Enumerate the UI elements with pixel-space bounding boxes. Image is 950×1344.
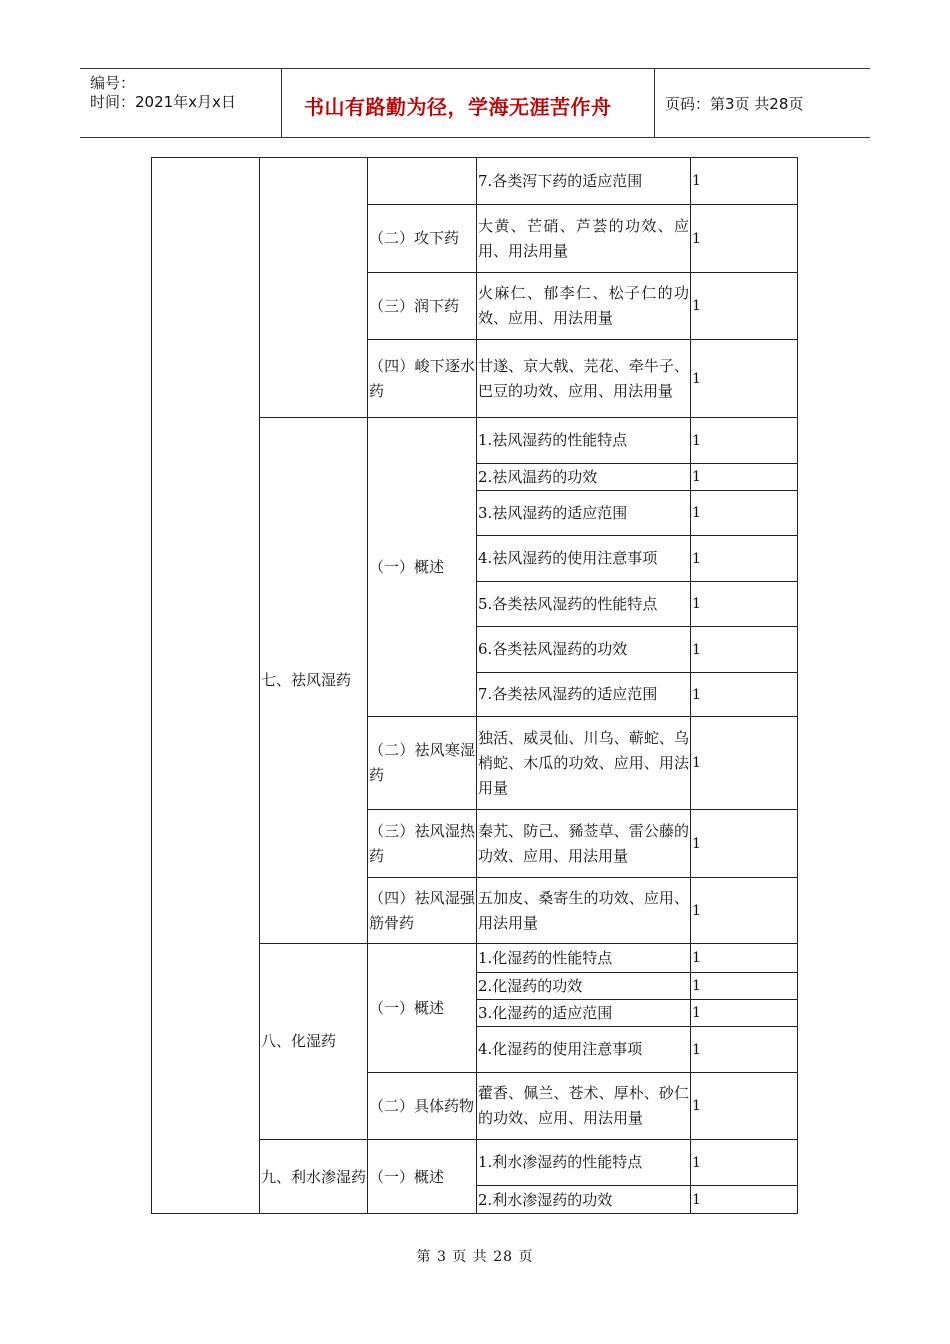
table-row-item: 五加皮、桑寄生的功效、应用、用法用量 — [478, 888, 689, 932]
subcategory-cell: （三）祛风湿热药 — [369, 821, 475, 865]
table-row-item: 独活、威灵仙、川乌、蕲蛇、乌梢蛇、木瓜的功效、应用、用法用量 — [478, 728, 689, 797]
category-lishui: 九、利水渗湿药 — [261, 1167, 367, 1186]
table-row-value: 1 — [692, 686, 701, 703]
subcategory-cell: （二）攻下药 — [369, 229, 460, 247]
table-row-value: 1 — [692, 298, 701, 314]
table-row-value: 1 — [692, 835, 701, 852]
table-row-value: 1 — [692, 1154, 701, 1171]
table-row-item: 6.各类祛风湿药的功效 — [478, 640, 628, 658]
table-row-value: 1 — [692, 432, 701, 449]
header-page-cell — [655, 69, 870, 137]
table-row-value: 1 — [692, 596, 701, 612]
subcategory-cell: （二）祛风寒湿药 — [369, 741, 475, 784]
table-row-value: 1 — [692, 1041, 701, 1058]
table-row-item: 5.各类祛风湿药的性能特点 — [478, 594, 658, 613]
subcategory-cell: （二）具体药物 — [369, 1096, 475, 1115]
table-row-value: 1 — [692, 230, 701, 247]
table-row-value: 1 — [692, 1098, 701, 1114]
table-row-item: 甘遂、京大戟、芫花、牵牛子、巴豆的功效、应用、用法用量 — [478, 356, 689, 400]
table-row-item: 藿香、佩兰、苍术、厚朴、砂仁的功效、应用、用法用量 — [478, 1084, 689, 1127]
category-qufengshi: 七、祛风湿药 — [261, 671, 352, 689]
table-row-item: 2.利水渗湿药的功效 — [478, 1190, 613, 1209]
table-row-item: 秦艽、防己、豨莶草、雷公藤的功效、应用、用法用量 — [478, 821, 689, 865]
table-row-value: 1 — [692, 755, 701, 771]
subcategory-cell: （一）概述 — [369, 1167, 445, 1186]
table-row-item: 2.祛风温药的功效 — [478, 467, 598, 486]
table-row-item: 3.化湿药的适应范围 — [478, 1003, 613, 1022]
document-number-label: 编号： — [90, 74, 136, 92]
document-header — [80, 68, 870, 138]
table-row-item: 1.化湿药的性能特点 — [478, 948, 613, 967]
table-row-item: 大黄、芒硝、芦荟的功效、应用、用法用量 — [478, 216, 689, 260]
header-motto-cell — [282, 69, 655, 137]
subcategory-cell: （一）概述 — [369, 557, 445, 576]
table-row-item: 火麻仁、郁李仁、松子仁的功效、应用、用法用量 — [478, 284, 689, 327]
table-row-item: 2.化湿药的功效 — [478, 976, 583, 995]
table-row-item: 7.各类祛风湿药的适应范围 — [478, 685, 658, 703]
subcategory-cell: （三）润下药 — [369, 296, 460, 315]
table-row-value: 1 — [692, 1005, 701, 1021]
category-huashi: 八、化湿药 — [261, 1032, 337, 1050]
header-motto: 书山有路勤为径，学海无涯苦作舟 — [304, 95, 612, 119]
table-row-value: 1 — [692, 173, 701, 189]
table-row-item: 7.各类泻下药的适应范围 — [478, 171, 643, 190]
table-row-item: 4.化湿药的使用注意事项 — [478, 1040, 643, 1058]
header-page-info: 页码：第3页 共28页 — [665, 95, 804, 113]
table-row-item: 4.祛风湿药的使用注意事项 — [478, 549, 658, 567]
table-row-value: 1 — [692, 370, 701, 387]
page-footer: 第 3 页 共 28 页 — [416, 1249, 534, 1265]
table-row-value: 1 — [692, 902, 701, 919]
subcategory-cell: （四）祛风湿强筋骨药 — [369, 888, 475, 932]
table-row-value: 1 — [692, 469, 701, 485]
table-row-value: 1 — [692, 550, 701, 567]
table-row-item: 1.祛风湿药的性能特点 — [478, 431, 628, 449]
table-row-item: 3.祛风湿药的适应范围 — [478, 503, 628, 522]
table-row-value: 1 — [692, 505, 701, 521]
table-row-value: 1 — [692, 950, 701, 966]
syllabus-table — [151, 157, 798, 1214]
table-row-value: 1 — [692, 1192, 701, 1208]
subcategory-cell: （一）概述 — [369, 998, 445, 1017]
table-row-value: 1 — [692, 978, 701, 994]
subcategory-cell: （四）峻下逐水药 — [369, 356, 475, 400]
table-row-value: 1 — [692, 641, 701, 658]
document-date: 时间：2021年x月x日 — [90, 93, 236, 111]
table-row-item: 1.利水渗湿药的性能特点 — [478, 1153, 643, 1171]
header-meta-cell — [80, 69, 282, 137]
